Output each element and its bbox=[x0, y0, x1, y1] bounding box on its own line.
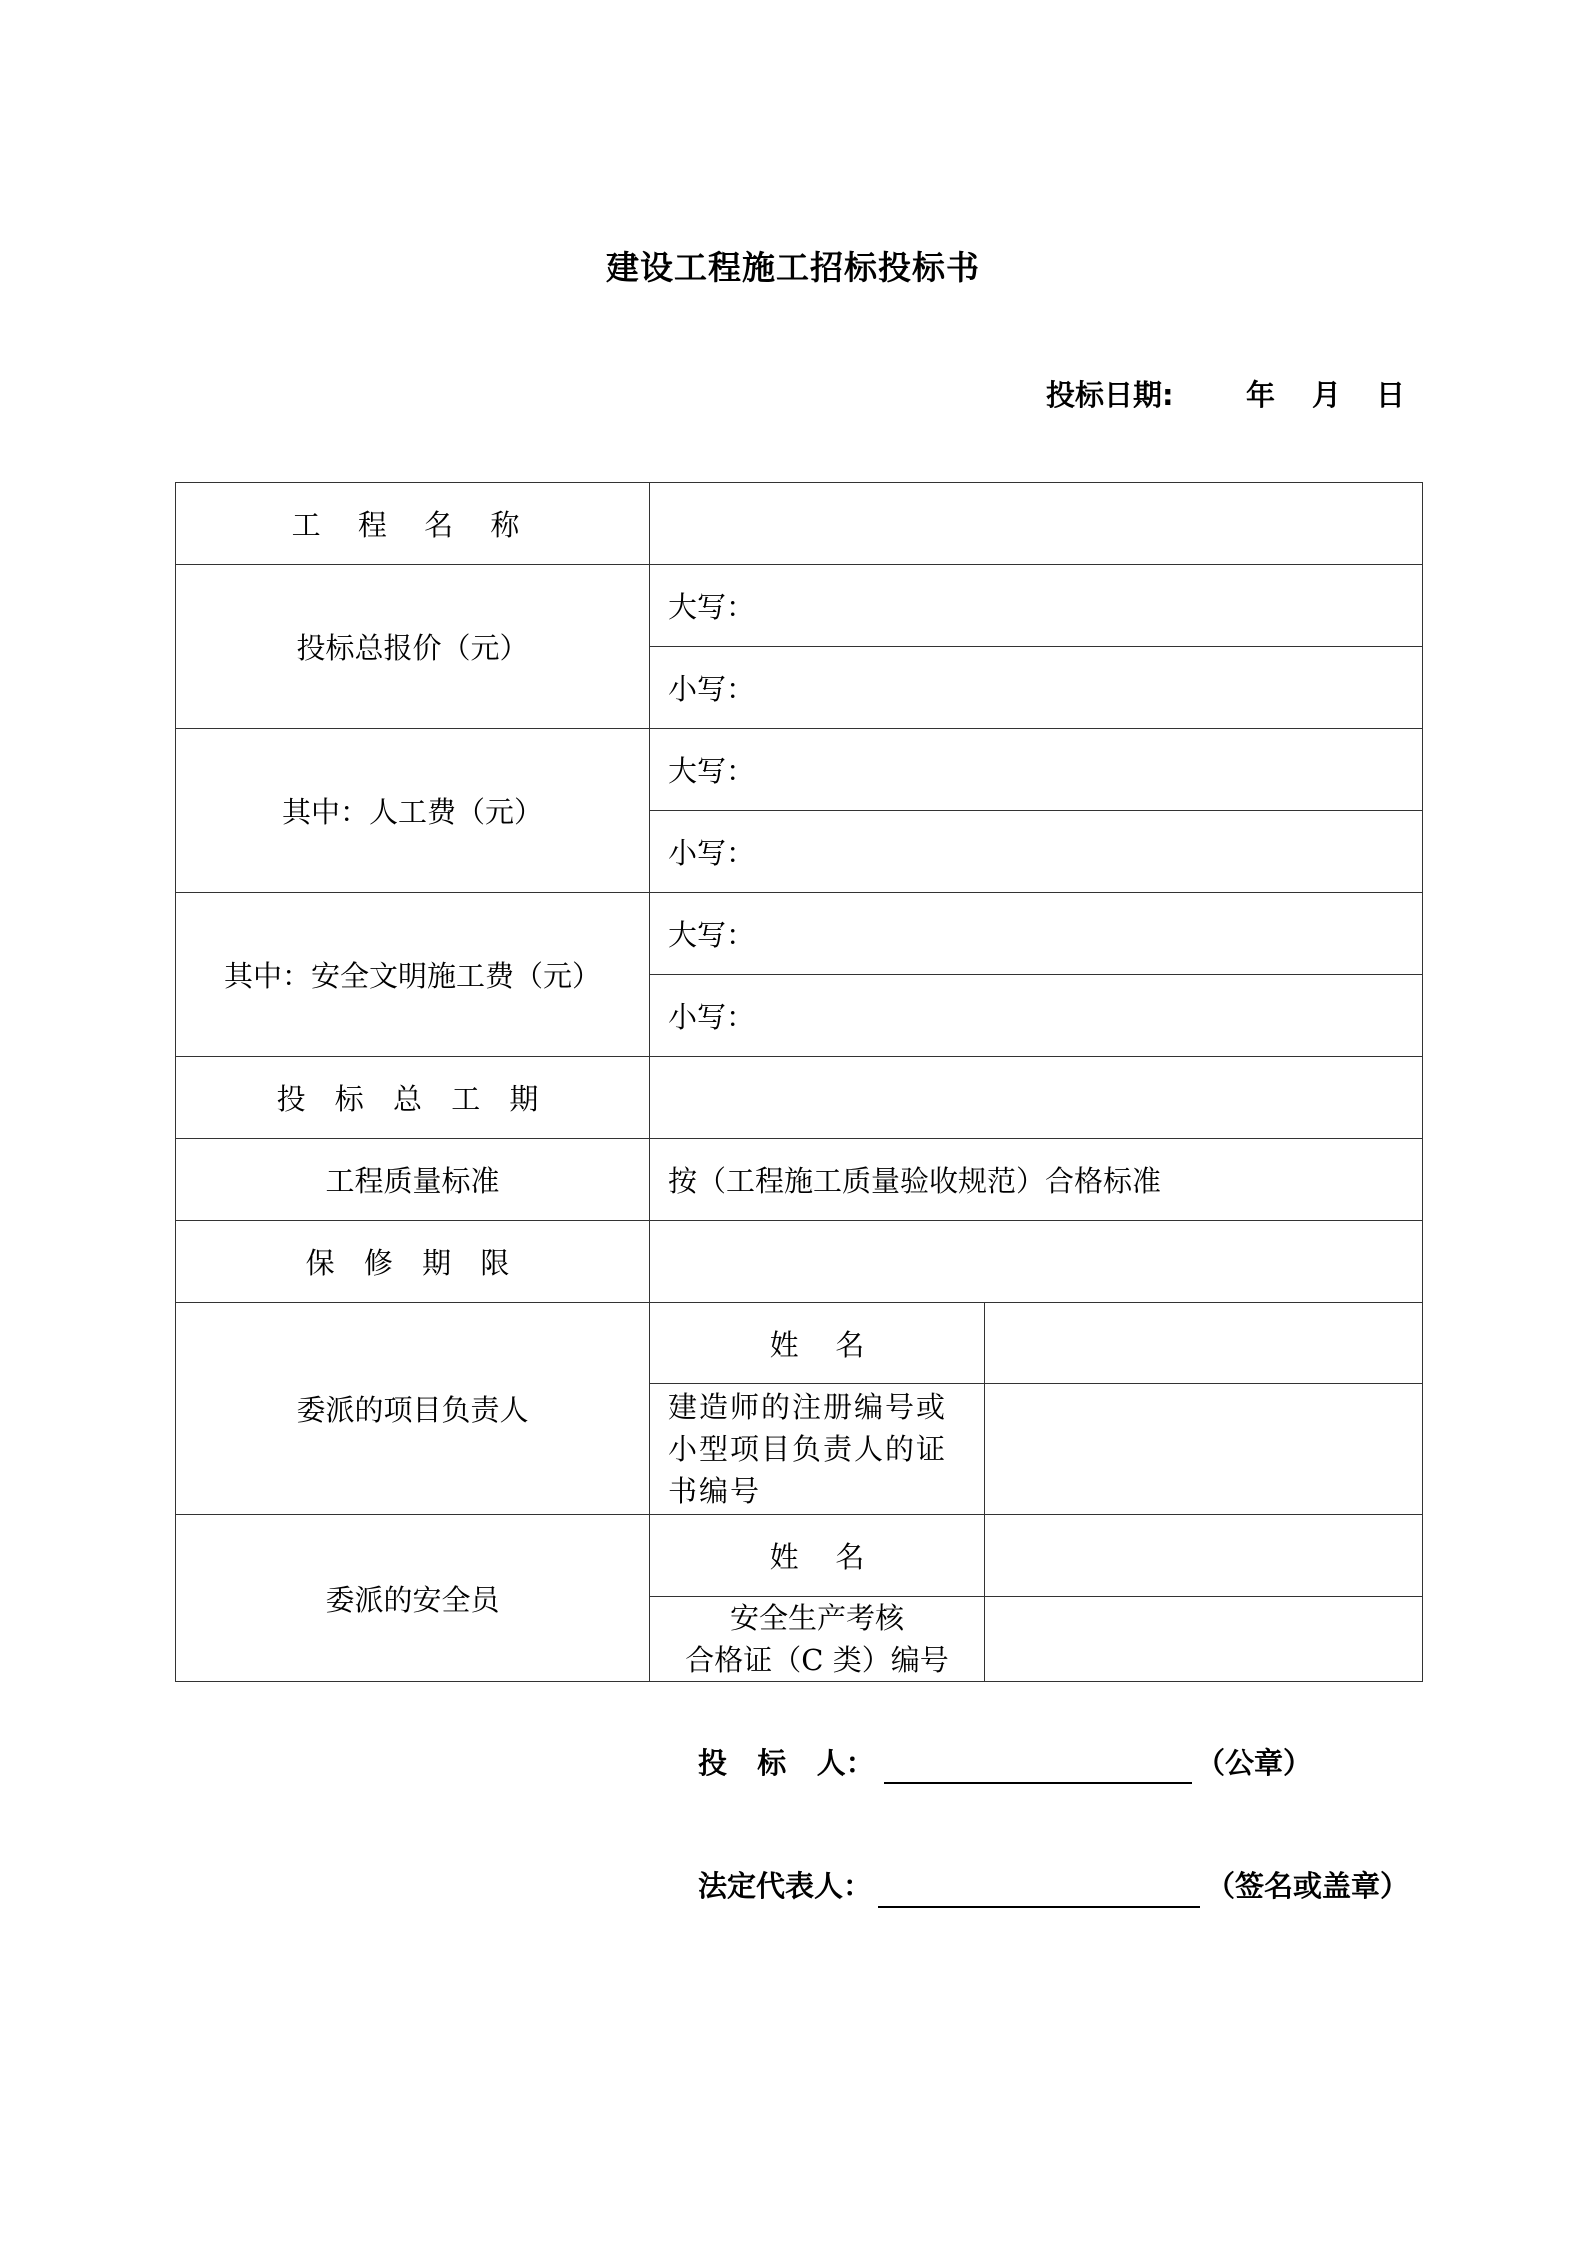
table-row bbox=[176, 565, 1423, 647]
legal-rep-signature-line[interactable] bbox=[878, 1906, 1200, 1908]
safety-officer-label: 委派的安全员 bbox=[176, 1515, 650, 1682]
total-bid-price-lowercase-field[interactable] bbox=[650, 647, 1423, 729]
quality-standard-label: 工程质量标准 bbox=[176, 1139, 650, 1221]
constructor-cert-field[interactable] bbox=[985, 1384, 1423, 1515]
warranty-period-label: 保 修 期 限 bbox=[176, 1221, 650, 1303]
bidder-label: 投 标 人： bbox=[698, 1746, 875, 1780]
bid-date-day: 日 bbox=[1376, 378, 1406, 412]
safety-officer-name-label: 姓 名 bbox=[650, 1515, 985, 1597]
project-leader-name-label: 姓 名 bbox=[650, 1303, 985, 1384]
table-row bbox=[176, 1057, 1423, 1139]
legal-rep-suffix: （签名或盖章） bbox=[1206, 1869, 1410, 1903]
uppercase-label: 大写： bbox=[668, 590, 756, 624]
legal-rep-label: 法定代表人： bbox=[698, 1869, 873, 1903]
project-name-field[interactable] bbox=[650, 483, 1423, 565]
bid-date-month: 月 bbox=[1312, 378, 1342, 412]
safety-cert-label-line2: 合格证（C 类）编号 bbox=[685, 1643, 949, 1677]
safety-cert-label bbox=[650, 1597, 985, 1682]
total-bid-price-uppercase-field[interactable] bbox=[650, 565, 1423, 647]
labor-cost-lowercase-field[interactable] bbox=[650, 811, 1423, 893]
lowercase-label: 小写： bbox=[668, 836, 756, 870]
labor-cost-label: 其中：人工费（元） bbox=[176, 729, 650, 893]
table-row bbox=[176, 1139, 1423, 1221]
safety-cost-lowercase-field[interactable] bbox=[650, 975, 1423, 1057]
total-bid-price-label: 投标总报价（元） bbox=[176, 565, 650, 729]
total-duration-label: 投 标 总 工 期 bbox=[176, 1057, 650, 1139]
safety-officer-name-field[interactable] bbox=[985, 1515, 1423, 1597]
table-row bbox=[176, 1515, 1423, 1597]
lowercase-label: 小写： bbox=[668, 672, 756, 706]
safety-cert-label-line1: 安全生产考核 bbox=[729, 1601, 904, 1635]
table-row bbox=[176, 1303, 1423, 1384]
labor-cost-uppercase-field[interactable] bbox=[650, 729, 1423, 811]
bid-date-label: 投标日期: bbox=[1046, 378, 1174, 412]
table-row bbox=[176, 893, 1423, 975]
uppercase-label: 大写： bbox=[668, 918, 756, 952]
constructor-cert-label: 建造师的注册编号或小型项目负责人的证书编号 bbox=[650, 1384, 985, 1515]
bid-form-table bbox=[175, 482, 1423, 1682]
total-duration-field[interactable] bbox=[650, 1057, 1423, 1139]
table-row bbox=[176, 729, 1423, 811]
lowercase-label: 小写： bbox=[668, 1000, 756, 1034]
quality-standard-value: 按（工程施工质量验收规范）合格标准 bbox=[650, 1139, 1423, 1221]
project-leader-label: 委派的项目负责人 bbox=[176, 1303, 650, 1515]
warranty-period-field[interactable] bbox=[650, 1221, 1423, 1303]
safety-cert-field[interactable] bbox=[985, 1597, 1423, 1682]
bid-date-year: 年 bbox=[1246, 378, 1276, 412]
safety-cost-label: 其中：安全文明施工费（元） bbox=[176, 893, 650, 1057]
table-row bbox=[176, 483, 1423, 565]
page-title: 建设工程施工招标投标书 bbox=[606, 248, 980, 287]
table-row bbox=[176, 1221, 1423, 1303]
bidder-suffix: （公章） bbox=[1196, 1746, 1313, 1780]
project-name-label: 工 程 名 称 bbox=[176, 483, 650, 565]
project-leader-name-field[interactable] bbox=[985, 1303, 1423, 1384]
bidder-signature-line[interactable] bbox=[884, 1782, 1192, 1784]
uppercase-label: 大写： bbox=[668, 754, 756, 788]
safety-cost-uppercase-field[interactable] bbox=[650, 893, 1423, 975]
